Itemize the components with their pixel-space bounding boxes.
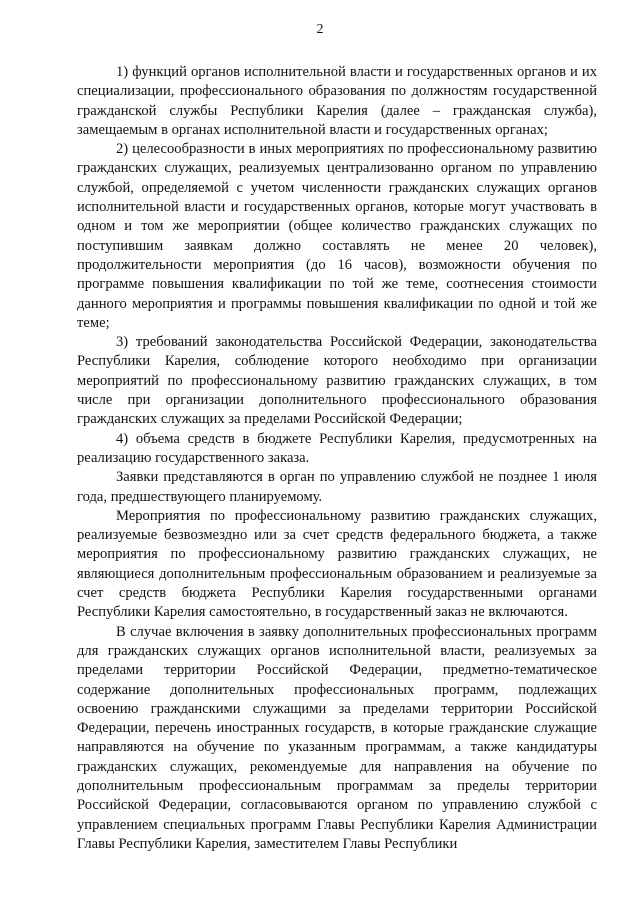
- paragraph-foreign-programs: В случае включения в заявку дополнительных профессиональных программ для гражданских служащих органов исполнительной власти, реализуемых за пределами территории Российской Федерации, предметно-тематическое содержание дополнительных профессиональных программ, подлежащих освоению гражданскими служащими за пределами территории Российской Федерации, перечень иностранных государств, в которые гражданские служащие направляются на обучение по указанным программам, а также кандидатуры гражданских служащих, рекомендуемые для направления на обучение по дополнительным профессиональным программам за пределы территории Российской Федерации, согласовываются органом по управлению службой с управлением специальных программ Главы Республики Карелия Администрации Главы Республики Карелия, заместителем Главы Республики: [77, 623, 597, 852]
- paragraph-functions: 1) функций органов исполнительной власти и государственных органов и их специализации, профессионального образования по должностям государственной гражданской службы Республики Карелия (далее – гражданская служба), замещаемым в органах исполнительной власти и государственных органах;: [77, 64, 597, 138]
- paragraph-expediency: 2) целесообразности в иных мероприятиях по профессиональному развитию гражданских служащих, реализуемых централизованно органом по управлению службой, определяемой с учетом численности гражданских служащих органов исполнительной власти и государственных органов, которые могут участвовать в одном и том же мероприятии (общее количество гражданских служащих по поступившим заявкам должно составлять не менее 20 человек), продолжительности мероприятия (до 16 часов), возможности обучения по программе повышения квалификации по той же теме, соотнесения стоимости данного мероприятия и программы повышения квалификации по одной и той же теме;: [77, 141, 597, 331]
- paragraph-submission-deadline: Заявки представляются в орган по управлению службой не позднее 1 июля года, предшествующего планируемому.: [77, 469, 597, 505]
- paragraph-excluded-events: Мероприятия по профессиональному развитию гражданских служащих, реализуемые безвозмездно или за счет средств федерального бюджета, а также мероприятия по профессиональному развитию гражданских служащих, не являющиеся дополнительным профессиональным образованием и реализуемые за счет средств бюджета Республики Карелия государственными органами Республики Карелия самостоятельно, в государственный заказ не включаются.: [77, 507, 597, 621]
- paragraph-legislation: 3) требований законодательства Российской Федерации, законодательства Республики Карелия, соблюдение которого необходимо при организации мероприятий по профессиональному развитию гражданских служащих, в том числе при организации дополнительного профессионального образования гражданских служащих за пределами Российской Федерации;: [77, 334, 597, 428]
- document-body: [77, 63, 597, 854]
- paragraph-budget: 4) объема средств в бюджете Республики Карелия, предусмотренных на реализацию государственного заказа.: [77, 430, 597, 466]
- page-number: 2: [316, 22, 324, 37]
